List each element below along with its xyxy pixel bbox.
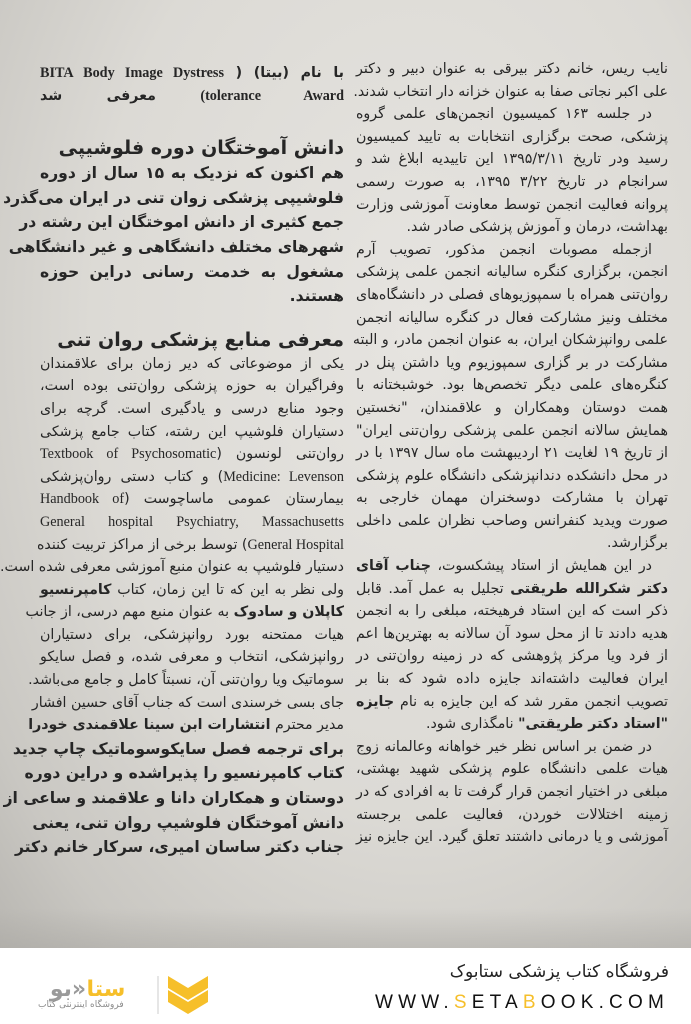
text-segment: ) و کتاب دستی روان‌پزشکی — [40, 468, 224, 485]
text-line: هستند. — [289, 287, 344, 306]
setabook-logo-icon — [28, 968, 208, 1018]
text-line: مشغول به خدمت رسانی دراین حوزه — [40, 262, 344, 281]
left-column — [0, 62, 345, 860]
text-line — [40, 579, 344, 602]
store-url[interactable] — [375, 992, 669, 1014]
text-line: روانپزشکی، انتخاب و معرفی شده، و فصل سایکو — [40, 649, 344, 666]
store-footer — [0, 948, 691, 1024]
text-line — [40, 85, 344, 108]
text-line: همایش سالانه انجمن علمی پزشکی روان‌تنی ایران" — [356, 422, 668, 439]
svg-text:ستا: ستا — [86, 977, 126, 1002]
text-segment: مدیر محترم — [270, 717, 344, 734]
text-line: مبلغی در اختیار انجمن قرار گرفت تا به افرادی که در — [356, 784, 668, 800]
resources-bold-tail — [3, 737, 344, 860]
text-line — [356, 713, 668, 736]
text-line — [356, 691, 668, 714]
heading-fellowship-graduates: دانش آموختگان دوره فلوشیپی — [58, 137, 344, 160]
text-line: در محل دانشکده دندانپزشکی دانشگاه علوم پزشکی — [356, 467, 668, 484]
right-column — [352, 58, 669, 849]
text-line: جمع کثیری از دانش اموختگان این رشته در — [19, 213, 344, 232]
text-line: جناب دکتر ساسان امیری، سرکار خانم دکتر — [14, 838, 344, 857]
text-line: سرانجام در تاریخ ۳/۲۲ ۱۳۹۵، به صورت رسمی — [356, 173, 668, 190]
text-line: برگزارشد. — [607, 535, 668, 552]
text-line: ذکر است که این استاد فرهیخته، مبلغی را به انجمن — [356, 603, 668, 620]
resources-paragraph — [0, 353, 344, 737]
store-title: فروشگاه کتاب پزشکی ستابوک — [449, 962, 669, 982]
text-line: دوستان و همکاران دانا و علاقمند و ساعی از — [3, 789, 344, 808]
text-segment: تجلیل به عمل آمد. قابل — [356, 580, 511, 597]
text-segment: جایزه — [356, 693, 395, 710]
text-line: برای ترجمه فصل سایکوسوماتیک چاپ جدید — [12, 739, 344, 758]
text-line — [28, 714, 344, 737]
text-line: مختلف ونیز مشارکت فعال در کنگره سالیانه انجمن — [356, 309, 668, 326]
text-line: از فرد ویا مرکز پژوهشی که در زمینه روان‌تنی در — [356, 648, 668, 665]
url-part: ETA — [471, 992, 523, 1013]
text-line — [40, 62, 344, 85]
text-line: صورت ویدید کنفرانس وصاحب نظران علمی داخلی — [356, 512, 668, 529]
text-line: فلوشیپی پزشکی زوان تنی در ایران می‌گذرد — [3, 188, 344, 207]
text-line: پزشکی، صحت برگزاری انتخابات به تایید کمیسیون — [356, 128, 668, 145]
text-line: انجمن، برگزاری کنگره سالیانه انجمن علمی پزشکی — [356, 264, 668, 281]
text-line: هیات علمی دانشگاه علوم پزشکی شهید بهشتی، — [356, 761, 668, 778]
text-segment: کاپلان و سادوک — [233, 604, 344, 621]
text-line: سوماتیک ویا روان‌تنی آن، نسبتاً کامل و جامع می‌باشد. — [28, 672, 344, 689]
text-line: دانش آموختگان فلوشیپ روان تنی، یعنی — [32, 813, 344, 832]
text-segment: Handbook of — [40, 491, 125, 508]
text-segment: انتشارات ابن سینا علاقمندی خودرا — [28, 717, 271, 734]
text-segment: به عنوان منبع مهم درسی، از جانب — [25, 604, 234, 621]
text-line: وجود منابع درسی و یادگیری است. گرچه برای — [40, 400, 344, 417]
text-line — [356, 555, 668, 578]
text-line: روان‌تنی همراه با سمپوزیوهای فصلی در دانشگاه‌های — [356, 286, 668, 303]
text-segment: "استاد دکتر طریقتی" — [518, 716, 668, 733]
text-line — [40, 443, 344, 466]
text-line — [40, 488, 344, 511]
text-line: از تاریخ ۱۹ لغایت ۲۱ اردیبهشت ماه سال ۱۳۹۷ با در — [356, 445, 668, 462]
text-segment: General Hospital — [247, 536, 344, 553]
text-segment: ) توسط برخی از مراکز تربیت کننده — [36, 536, 248, 553]
text-line — [356, 578, 668, 601]
text-segment: BITA Body Image Dystress — [40, 65, 224, 81]
text-segment: روان‌تنی لونسون ( — [216, 446, 344, 463]
text-line: علمی روانپزشکان ایران، به عنوان انجمن مادر، و البته — [352, 332, 668, 349]
text-line: هدیه دادند تا از محل سود آن سالانه به بهترین‌ها اعم — [356, 625, 668, 642]
text-line: کنگره‌های علمی دیگر تخصص‌ها بود. خوشبختانه با — [356, 377, 668, 394]
text-segment: tolerance Award) — [200, 87, 344, 104]
text-line: دستیار فلوشیپ به عنوان منبع آموزشی معرفی شده است. — [0, 559, 344, 576]
text-segment: تصویب انجمن مقرر شد که این جایزه به نام — [394, 693, 668, 710]
text-line: در ضمن بر اساس نظر خیر خواهانه وعالمانه زوج — [356, 738, 652, 755]
text-segment: Medicine: Levenson — [223, 468, 344, 485]
text-line: همت دوستان وهمکاران و علاقمندان، "نخستین — [356, 399, 668, 416]
url-part: OOK.COM — [540, 992, 669, 1013]
text-line — [40, 511, 344, 534]
text-line: زمینه اختلالات خوردن، فعالیت علمی برجسته — [356, 806, 668, 823]
text-line — [40, 466, 344, 489]
text-line: ازجمله مصوبات انجمن مذکور، تصویب آرم — [356, 241, 652, 258]
award-intro — [40, 62, 344, 107]
text-line: ایران فعالیت داشته‌اند جایزه داده شود که بنا بر — [356, 671, 668, 688]
text-line: در جلسه ۱۶۳ کمیسیون انجمن‌های علمی گروه — [356, 106, 652, 123]
text-segment: معرفی شد — [40, 87, 201, 104]
text-line — [25, 601, 344, 624]
text-segment: Textbook of Psychosomatic — [40, 446, 217, 463]
text-line: یکی از موضوعاتی که دیر زمان برای علاقمندان — [40, 355, 344, 372]
svg-text:بو»: بو» — [49, 977, 87, 1002]
text-line: آموزشی و یا درمانی داشتند تعلق گیرد. این جایزه نیز — [356, 829, 668, 846]
text-line: پروانه فعالیت انجمن توسط معاونت آموزشی وزارت — [356, 196, 668, 213]
text-line: جای بسی خرسندی است که جناب آقای حسین افشار — [31, 694, 344, 711]
url-part: WWW. — [375, 992, 454, 1013]
text-segment: ولی نظر به این که تا این زمان، کتاب — [111, 581, 344, 598]
text-segment: در این همایش از استاد پیشکسوت، — [431, 558, 652, 575]
text-segment: چناب آقای — [356, 558, 431, 575]
text-line: رسید ودر تاریخ ۱۳۹۵/۳/۱۱ این تاییدیه ابلاغ شد و — [356, 151, 669, 168]
text-segment: بیمارستان عمومی ماساچوست ( — [124, 491, 344, 508]
text-line: وفراگیران به حوزه پزشکی روان‌تنی بوده است، — [40, 378, 344, 395]
heading-psychosomatic-resources: معرفی منابع پزشکی روان تنی — [57, 328, 344, 351]
text-segment: با نام (بیتا) ( — [223, 65, 345, 81]
text-line: دستیاران فلوشیپ این رشته، کتاب جامع پزشکی — [40, 423, 344, 440]
text-line: هم اکنون که نزدیک به ۱۵ سال از دوره — [40, 164, 344, 183]
text-line: بهداشت، درمان و آموزش پزشکی صادر شد. — [406, 219, 668, 236]
text-segment: کامپرنسیو — [40, 581, 112, 598]
text-segment: نامگذاری شود. — [425, 716, 519, 733]
text-line: شهرهای مختلف دانشگاهی و غیر دانشگاهی — [8, 237, 344, 256]
text-line — [36, 534, 344, 557]
text-segment: General hospital Psychiatry, Massachusetts — [40, 513, 344, 530]
text-line: مشارکت در بر گزاری سمپوزیوم ویا داشتن پنل در — [356, 354, 668, 371]
logo-subtitle: فروشگاه اینترنتی کتاب — [38, 1000, 124, 1010]
text-line: کتاب کامپرنسیو را پذیراشده و دراین دوره — [24, 764, 344, 783]
url-part-accent: B — [522, 992, 541, 1013]
text-line: تهران با مشارکت دوسخنران مهمان خارجی به — [356, 490, 668, 507]
text-line: علی اکبر نجاتی صفا به عنوان خزانه دار انتخاب شدند. — [353, 83, 668, 100]
text-line: هیات ممتحنه بورد روانپزشکی، برای دستیاران — [40, 626, 344, 643]
text-line: نایب ریس، خانم دکتر بیرقی به عنوان دبیر و دکتر — [356, 61, 668, 77]
text-segment: دکتر شکرالله طریقتی — [510, 580, 668, 597]
fellowship-paragraph — [3, 161, 344, 309]
url-part-accent: S — [453, 992, 472, 1013]
